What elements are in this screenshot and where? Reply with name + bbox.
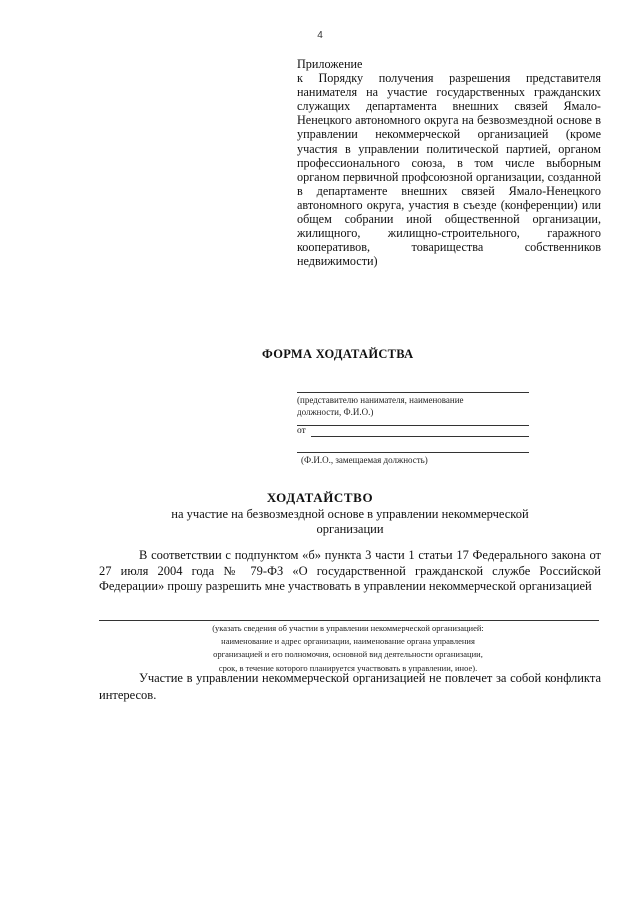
appendix-text: к Порядку получения разрешения представителя нанимателя на участие государственных гражданских служащих департамента внешних связей Ямало-Ненецкого автономного округа на безвозмездной основе в управлении некоммерческой организацией (кроме участия в управлении политической партией, органом профессионального союза, в том числе выборным органом первичной профсоюзной организации, созданной в департаменте внешних связей Ямало-Ненецкого автономного округа, участия в съезде (конференции) или общем собрании иной общественной организации, жилищного, жилищно-строительного, гаражного кооперативов, товарищества собственников недвижимости) — [297, 71, 601, 269]
page-number: 4 — [317, 30, 323, 41]
organization-details-line — [99, 620, 599, 621]
appendix-block — [297, 57, 601, 268]
petition-conclusion: Участие в управлении некоммерческой организацией не повлечет за собой конфликта интересов. — [99, 671, 601, 702]
from-row — [297, 426, 529, 440]
specify-line-3: организацией и его полномочия, основной вид деятельности организации, — [213, 649, 483, 660]
specify-line-1: (указать сведения об участии в управлении некоммерческой организацией: — [212, 623, 484, 633]
petition-body: В соответствии с подпунктом «б» пункта 3 части 1 статьи 17 Федерального закона от 27 июля 2004 года № 79-ФЗ «О государственной гражданской службе Российской Федерации» прошу разрешить мне участвовать в управлении некоммерческой организацией — [99, 548, 601, 594]
petition-title: ХОДАТАЙСТВО — [266, 490, 374, 505]
specify-line-4: срок, в течение которого планируется участвовать в управлении, иное). — [218, 662, 478, 673]
addressee-caption-line1: (представителю нанимателя, наименование — [297, 395, 464, 405]
sender-caption: (Ф.И.О., замещаемая должность) — [301, 455, 428, 465]
specify-line-2: наименование и адрес организации, наименование органа управления — [221, 636, 475, 647]
addressee-caption-line2: должности, Ф.И.О.) — [297, 407, 374, 417]
petition-subtitle: на участие на безвозмездной основе в управлении некоммерческой организации — [171, 507, 529, 536]
appendix-title: Приложение — [297, 57, 363, 71]
organization-details-caption — [178, 622, 518, 675]
from-label: от — [297, 426, 306, 436]
sender-line — [297, 452, 529, 453]
from-line — [311, 436, 529, 437]
form-title: ФОРМА ХОДАТАЙСТВА — [262, 347, 414, 361]
addressee-line — [297, 392, 529, 393]
